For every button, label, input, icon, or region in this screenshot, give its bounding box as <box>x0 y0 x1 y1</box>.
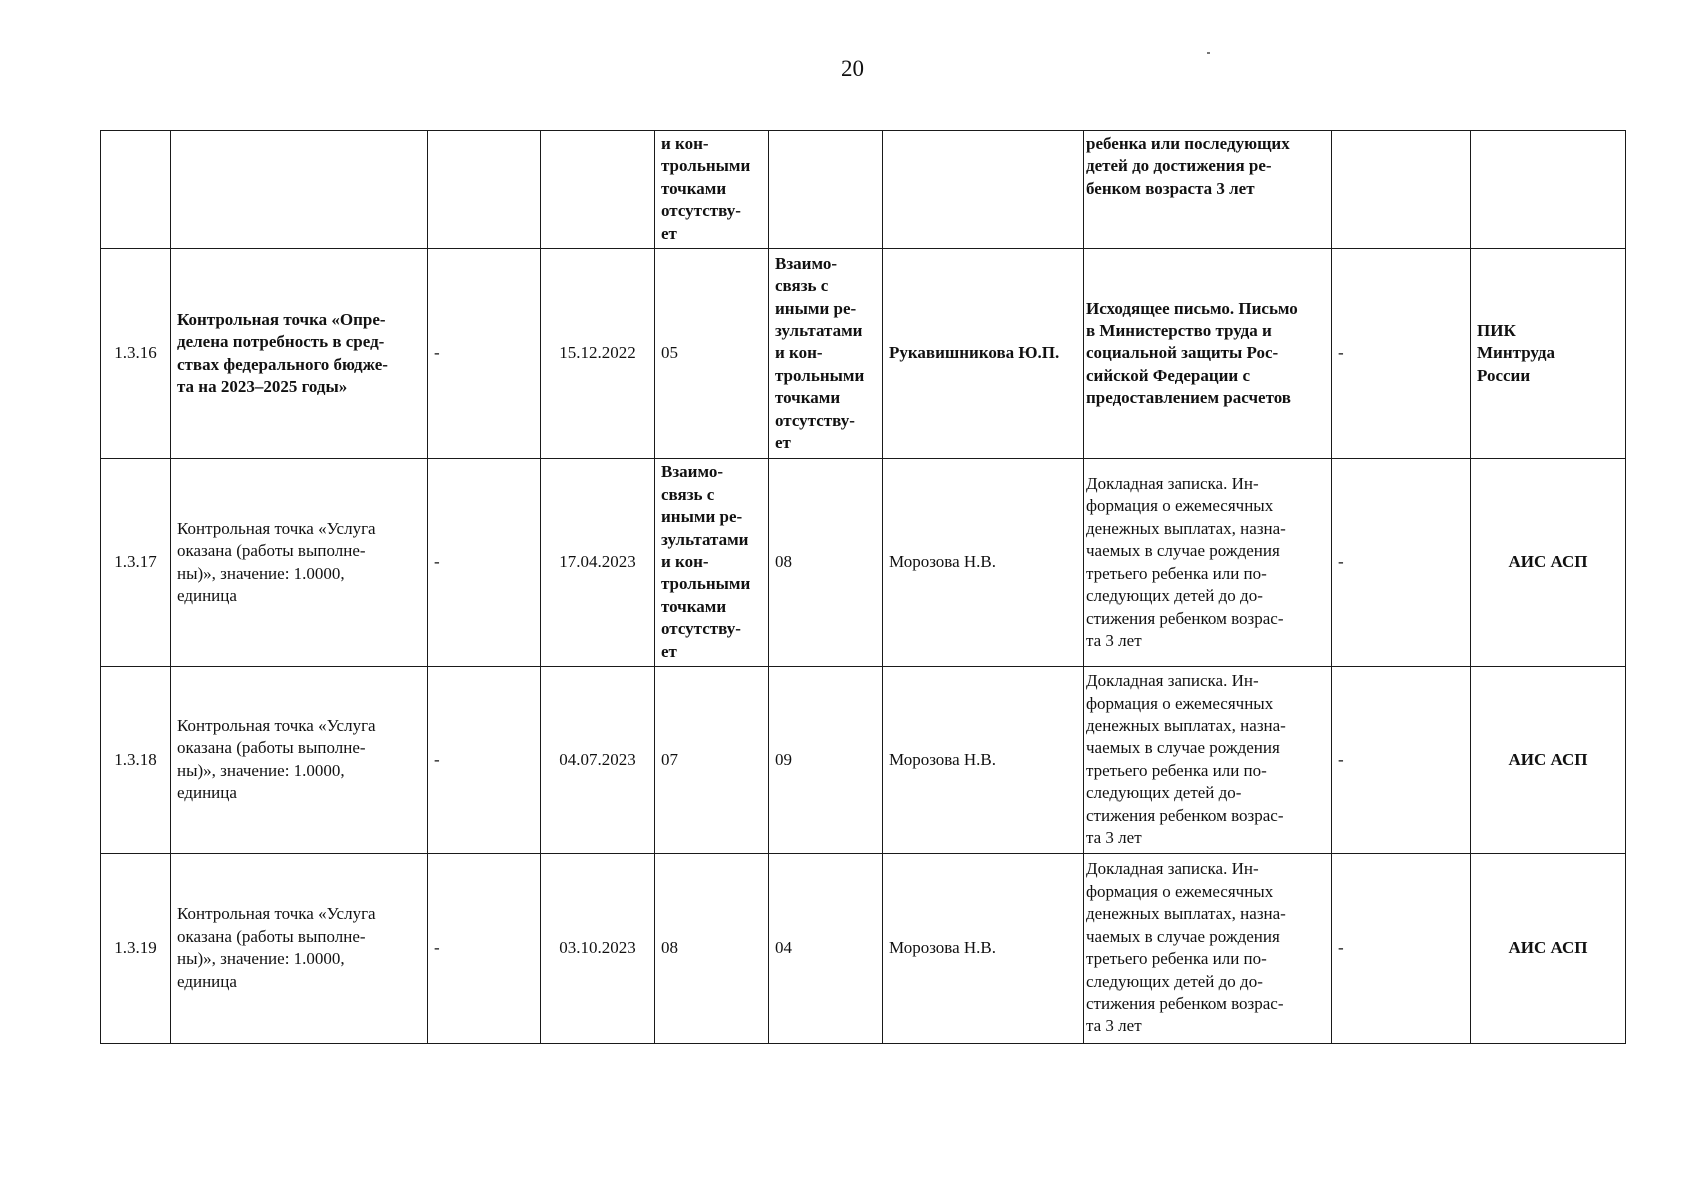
cell-date <box>541 131 655 249</box>
cell-date: 15.12.2022 <box>541 249 655 459</box>
cell-dash: - <box>1332 249 1471 459</box>
cell-num: 1.3.17 <box>101 459 171 667</box>
cell-document <box>1084 459 1332 667</box>
page-number: 20 <box>841 56 864 81</box>
document-text: Исходящее письмо. Письмо в Министерство труда и социальной защиты Рос- сийской Федерации с предоставлением расчетов <box>1086 298 1298 408</box>
predecessor-text: Взаимо- связь с иными ре- зультатами и кон- трольными точками отсутству- ет <box>661 462 751 661</box>
cell-dash <box>1332 131 1471 249</box>
cell-dash: - <box>1332 853 1471 1043</box>
cell-name <box>171 853 428 1043</box>
document-text: ребенка или последующих детей до достижения ре- бенком возраста 3 лет <box>1086 134 1290 198</box>
name-text: Контрольная точка «Услуга оказана (работы выполне- ны)», значение: 1.0000, единица <box>177 518 376 606</box>
cell-dash: - <box>1332 667 1471 854</box>
cell-dash: - <box>428 667 541 854</box>
cell-num: 1.3.16 <box>101 249 171 459</box>
dependency-text: и кон- трольными точками отсутству- ет <box>661 134 751 243</box>
cell-date: 17.04.2023 <box>541 459 655 667</box>
cell-successor: 09 <box>769 667 883 854</box>
cell-system: АИС АСП <box>1471 667 1626 854</box>
cell-predecessor <box>655 459 769 667</box>
cell-dash: - <box>428 249 541 459</box>
cell-document <box>1084 249 1332 459</box>
cell-responsible: Морозова Н.В. <box>883 667 1084 854</box>
cell-dependency <box>655 131 769 249</box>
name-text: Контрольная точка «Услуга оказана (работы выполне- ны)», значение: 1.0000, единица <box>177 904 376 991</box>
cell-date: 03.10.2023 <box>541 853 655 1043</box>
cell-predecessor: 07 <box>655 667 769 854</box>
table-row <box>101 853 1626 1043</box>
cell-num <box>101 131 171 249</box>
cell-dash <box>428 131 541 249</box>
cell-name <box>171 131 428 249</box>
cell-responsible: Морозова Н.В. <box>883 853 1084 1043</box>
cell-successor <box>769 131 883 249</box>
cell-document <box>1084 131 1332 249</box>
cell-predecessor: 05 <box>655 249 769 459</box>
cell-system <box>1471 131 1626 249</box>
cell-dash: - <box>428 853 541 1043</box>
cell-system <box>1471 249 1626 459</box>
cell-successor: 08 <box>769 459 883 667</box>
scan-speck <box>1207 52 1210 54</box>
cell-successor <box>769 249 883 459</box>
cell-system: АИС АСП <box>1471 459 1626 667</box>
table-row <box>101 249 1626 459</box>
control-points-table <box>100 130 1626 1044</box>
cell-responsible <box>883 131 1084 249</box>
cell-name <box>171 459 428 667</box>
cell-name <box>171 249 428 459</box>
cell-responsible: Морозова Н.В. <box>883 459 1084 667</box>
cell-date: 04.07.2023 <box>541 667 655 854</box>
successor-text: Взаимо- связь с иными ре- зультатами и кон- трольными точками отсутству- ет <box>775 253 865 453</box>
cell-dash: - <box>1332 459 1471 667</box>
system-text: ПИК Минтруда России <box>1477 321 1555 385</box>
table-row <box>101 459 1626 667</box>
cell-num: 1.3.19 <box>101 853 171 1043</box>
table-row <box>101 667 1626 854</box>
cell-successor: 04 <box>769 853 883 1043</box>
cell-document <box>1084 853 1332 1043</box>
cell-dash: - <box>428 459 541 667</box>
document-text: Докладная записка. Ин- формация о ежемесячных денежных выплатах, назна- чаемых в случае рождения третьего ребенка или по- следующих детей до до- стижения ребенком возрас- та 3 лет <box>1086 859 1286 1036</box>
cell-predecessor: 08 <box>655 853 769 1043</box>
cell-name <box>171 667 428 854</box>
document-text: Докладная записка. Ин- формация о ежемесячных денежных выплатах, назна- чаемых в случае рождения третьего ребенка или по- следующих детей до до- стижения ребенком возрас- та 3 лет <box>1086 473 1286 650</box>
cell-document <box>1084 667 1332 854</box>
table-row-continuation <box>101 131 1626 249</box>
document-text: Докладная записка. Ин- формация о ежемесячных денежных выплатах, назна- чаемых в случае рождения третьего ребенка или по- следующих детей до- стижения ребенком возрас- та 3 лет <box>1086 671 1286 848</box>
cell-system: АИС АСП <box>1471 853 1626 1043</box>
name-text: Контрольная точка «Услуга оказана (работы выполне- ны)», значение: 1.0000, единица <box>177 716 376 803</box>
cell-num: 1.3.18 <box>101 667 171 854</box>
name-text: Контрольная точка «Опре- делена потребность в сред- ствах федерального бюдже- та на 2023–2025 годы» <box>177 309 388 397</box>
cell-responsible: Рукавишникова Ю.П. <box>883 249 1084 459</box>
